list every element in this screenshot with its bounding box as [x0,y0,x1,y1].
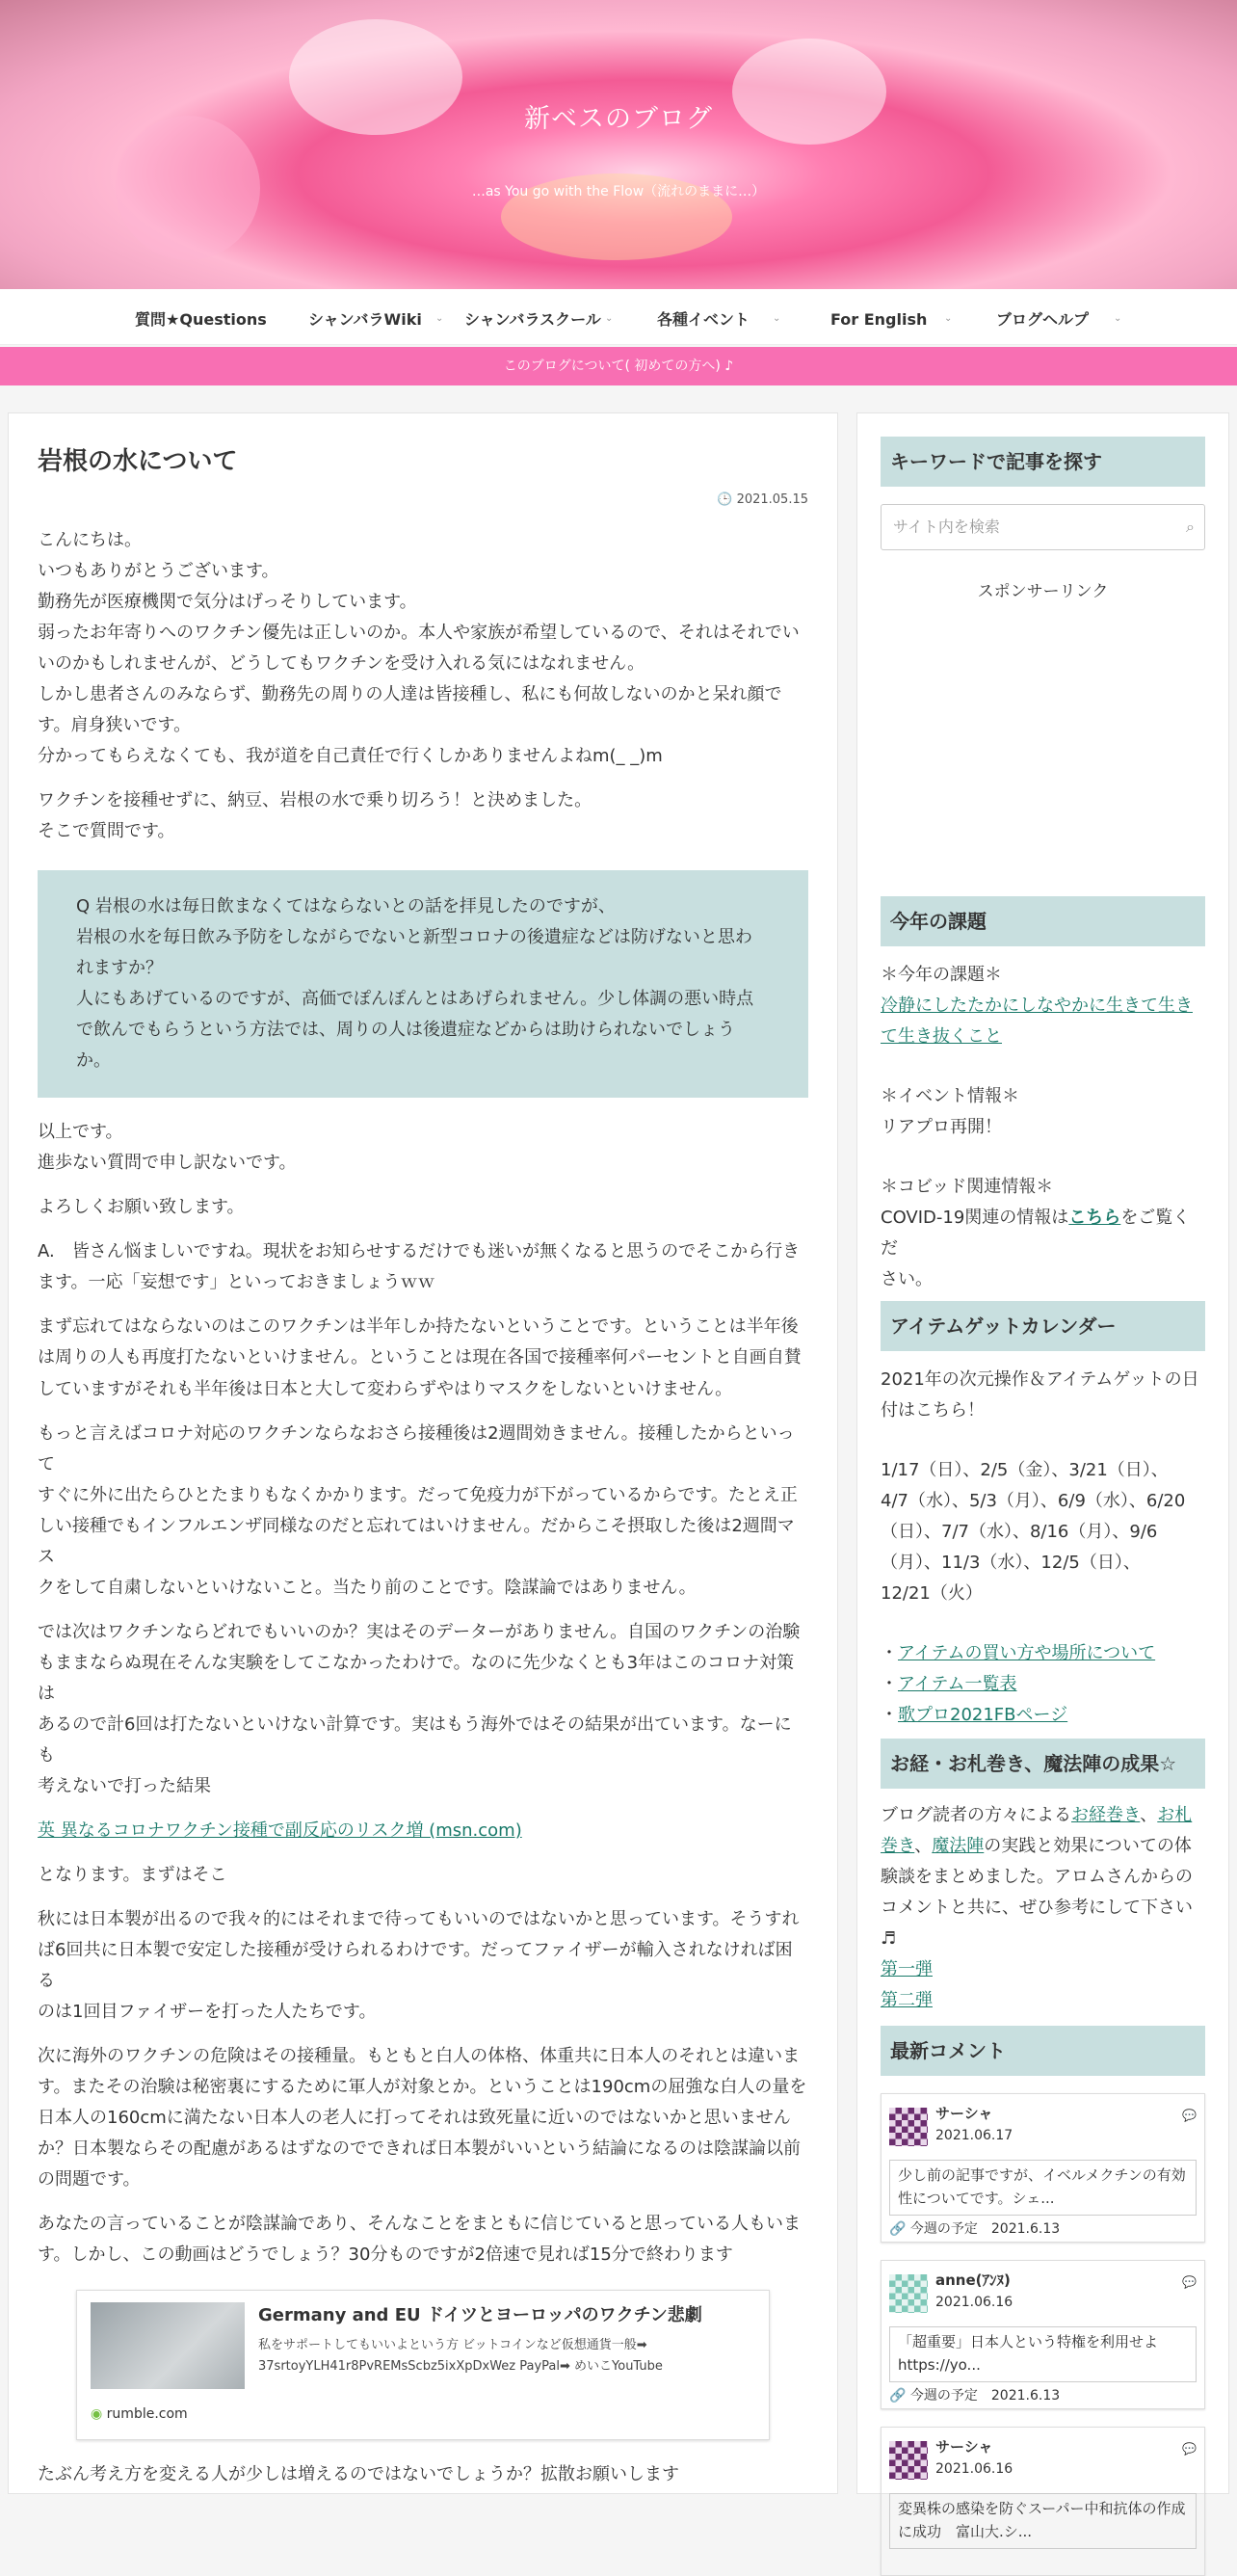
article-title: 岩根の水について [38,447,238,476]
widget-title: アイテムゲットカレンダー [881,1301,1205,1351]
task-link[interactable]: 冷静にしたたかにしなやかに生きて生きて生き抜くこと [881,995,1193,1047]
paragraph: A. 皆さん悩ましいですね。現状をお知らせするだけでも迷いが無くなると思うのでそこから行き ます。一応「妄想です」といっておきましょうｗｗ [38,1241,801,1293]
speech-bubble-icon: 💬 [1182,2109,1197,2123]
comment-date: 2021.06.16 [935,2295,1013,2311]
paragraph: 以上です。 進歩ない質問で申し訳ないです。 [38,1122,297,1174]
link-icon: 🔗 [889,2388,907,2404]
paragraph: では次はワクチンならどれでもいいのか？実はそのデーターがありません。自国のワクチンの治験 もままならぬ現在そんな実験をしてこなかったわけで。なのに先少なくとも3年はこのコロナ対策は あるので計6回は打たないといけない計算です。実はもう海外ではその結果が出ています。なーにも 考えないで打った結果 [38,1621,801,1796]
avatar [889,2274,928,2313]
comment-item[interactable] [881,2427,1205,2576]
paragraph: あなたの言っていることが陰謀論であり、そんなことをまともに信じていると思っている人もいま す。しかし、この動画はどうでしょう？30分ものですが2倍速で見れば15分で終わります [38,2214,801,2266]
global-nav [0,289,1237,345]
comment-text[interactable]: 少し前の記事ですが、イベルメクチンの有効性についてです。シェ... [889,2160,1197,2216]
embed-card[interactable] [76,2290,770,2440]
comment-date: 2021.06.17 [935,2128,1013,2144]
link-icon: 🔗 [889,2221,907,2238]
site-title[interactable]: 新ベスのブログ [524,104,713,134]
calendar-link[interactable]: 歌プロ2021FBページ [898,1705,1068,1726]
speech-bubble-icon: 💬 [1182,2442,1197,2456]
fuda-link[interactable]: 魔法陣 [932,1836,985,1857]
comment-author: サーシャ [935,2438,993,2456]
comment-text[interactable]: 変異株の感染を防ぐスーパー中和抗体の作成に成功 富山大.シ... [889,2493,1197,2549]
sponsor-label: スポンサーリンク [977,582,1109,601]
chevron-down-icon: ⌄ [435,313,444,324]
fuda-widget: ブログ読者の方々によるお経巻き、お札 巻き、魔法陣の実践と効果についての体 験談をまとめました。アロムさんからの コメントと共に、ぜひ参考にして下さい ♬ 第一弾 第二弾 [881,1805,1193,2011]
paragraph: こんにちは。 いつもありがとうございます。 勤務先が医療機関で気分はげっそりしています。 弱ったお年寄りへのワクチン優先は正しいのか。本人や家族が希望しているので、それはそれでい いのかもしれませんが、どうしてもワクチンを受け入れる気にはなれません。 しかし患者さんのみならず、勤務先の周りの人達は皆接種し、私にも何故しないのかと呆れ顔で す。肩身狭いです。 分かってもらえなくても、我が道を自己責任で行くしかありませんよねm(_ _)m [38,529,800,766]
calendar-widget: 2021年の次元操作＆アイテムゲットの日 付はこちら！ 1/17（日）、2/5（金）、3/21（日）、 4/7（水）、5/3（月）、6/9（水）、6/20 （日）、7/7（水）、8/16（月）、9/6 （月）、11/3（水）、12/5（日）、 12/21（火） ・アイテムの買い方や場所について ・アイテム一覧表 ・歌プロ2021FBページ [881,1368,1199,1726]
chevron-down-icon: ⌄ [944,313,953,324]
widget-title: お経・お札巻き、魔法陣の成果☆ [881,1739,1205,1789]
comment-date: 2021.06.16 [935,2461,1013,2478]
covid-link[interactable]: こちら [1068,1207,1121,1228]
paragraph: よろしくお願い致します。 [38,1197,245,1218]
paragraph: 秋には日本製が出るので我々的にはそれまで待ってもいいのではないかと思っています。そうすれ ば6回共に日本製で安定した接種が受けられるわけです。だってファイザーが輸入されなければ困る のは1回目ファイザーを打った人たちです。 [38,1908,800,2023]
chevron-down-icon: ⌄ [773,313,781,324]
rumble-icon: ◉ [91,2406,103,2423]
sidebar [856,412,1229,2540]
card-title[interactable]: Germany and EU ドイツとヨーロッパのワクチン悲劇 [258,2305,702,2326]
post-date: 🕒 2021.05.15 [717,492,808,508]
nav-item-english[interactable]: For English [830,310,928,329]
avatar [889,2441,928,2480]
card-description: 私をサポートしてもいいよという方 ビットコインなど仮想通貨一般➡ 37srtoyYLH41r8PvREMsScbz5ixXpDxWez PayPal➡ めいこYouTube [258,2338,663,2375]
paragraph [38,1816,808,1846]
speech-bubble-icon: 💬 [1182,2275,1197,2290]
comment-text[interactable]: 「超重要」日本人という特権を利用せよ https://yo... [889,2326,1197,2382]
chevron-down-icon: ⌄ [1114,313,1122,324]
article [8,412,838,2494]
widget-title: 今年の課題 [881,896,1205,946]
avatar [889,2108,928,2146]
widget-title: キーワードで記事を探す [881,437,1205,487]
paragraph: ワクチンを接種せずに、納豆、岩根の水で乗り切ろう！と決めました。 そこで質問です。 [38,790,592,842]
nav-item-school[interactable]: シャンバラスクール [464,310,601,329]
search-input[interactable]: サイト内を検索 ⌕ [881,504,1205,550]
fuda-link[interactable]: 巻き [881,1836,915,1857]
comment-author: サーシャ [935,2105,993,2123]
fuda-link[interactable]: 第二弾 [881,1990,933,2011]
notice-bar[interactable]: このブログについて( 初めての方へ) ♪ [0,347,1237,385]
calendar-link[interactable]: アイテム一覧表 [898,1674,1017,1695]
site-subtitle: …as You go with the Flow（流れのままに…） [471,184,766,199]
widget-title: 最新コメント [881,2026,1205,2076]
comment-item[interactable] [881,2260,1205,2409]
nav-item-wiki[interactable]: シャンバラWiki [308,310,422,329]
chevron-down-icon: ⌄ [605,313,614,324]
paragraph: 次に海外のワクチンの危険はその接種量。もともと白人の体格、体重共に日本人のそれとは違いま す。またその治験は秘密裏にするために軍人が対象とか。ということは190cmの屈強な白人の量を 日本人の160cmに満たない日本人の老人に打ってそれは致死量に近いのではないかと思いません か？日本製ならその配慮があるはずなのでできれば日本製がいいという結論になるのは陰謀論以前 の問題です。 [38,2046,807,2191]
video-thumbnail[interactable] [91,2302,245,2389]
nav-item-questions[interactable]: 質問★Questions [135,310,267,329]
paragraph: まず忘れてはならないのはこのワクチンは半年しか持たないということです。ということは半年後 は周りの人も再度打たないといけません。ということは現在各国で接種率何パーセントと自画自賛 していますがそれも半年後は日本と大して変わらずやはりマスクをしないといけません。 [38,1316,802,1399]
fuda-link[interactable]: お経巻き [1071,1805,1141,1826]
comment-author: anne(ｱﾝﾇ) [935,2271,1011,2290]
card-site: ◉ rumble.com [91,2406,188,2423]
comment-post-link[interactable]: 🔗 今週の予定 2021.6.13 [889,2388,1061,2404]
paragraph: もっと言えばコロナ対応のワクチンならなおさら接種後は2週間効きません。接種したからといって すぐに外に出たらひとたまりもなくかかります。だって免疫力が下がっているからです。たとえ正 しい接種でもインフルエンザ同様なのだと忘れてはいけません。だからこそ摂取した後は2週間マス クをして自粛しないといけないこと。当たり前のことです。陰謀論ではありません。 [38,1422,798,1598]
comment-item[interactable] [881,2093,1205,2243]
site-header [0,0,1237,289]
search-icon[interactable]: ⌕ [1186,518,1195,536]
comment-post-link[interactable]: 🔗 今週の予定 2021.6.13 [889,2221,1061,2238]
msn-article-link[interactable]: 英 異なるコロナワクチン接種で副反応のリスク増 (msn.com) [38,1819,522,1841]
paragraph: たぶん考え方を変える人が少しは増えるのではないでしょうか？拡散お願いします [38,2464,679,2485]
task-widget: ＊今年の課題＊ 冷静にしたたかにしなやかに生きて生きて生き抜くこと ＊イベント情報＊ リアプロ再開！ ＊コビッド関連情報＊ COVID-19関連の情報はこちらをご覧くだ さい。 [881,964,1193,1289]
paragraph: となります。まずはそこ [38,1864,227,1885]
fuda-link[interactable]: お札 [1157,1805,1193,1826]
ad-space [881,607,1205,896]
clock-icon: 🕒 [717,492,733,508]
fuda-link[interactable]: 第一弾 [881,1959,933,1980]
question-box: Q 岩根の水は毎日飲まなくてはならないとの話を拝見したのですが、 岩根の水を毎日飲み予防をしながらでないと新型コロナの後遺症などは防げないと思わ れますか？ 人にもあげているのですが、高価でぽんぽんとはあげられません。少し体調の悪い時点 で飲んでもらうという方法では、周りの人は後遺症などからは助けられないでしょう か。 [38,870,808,1098]
nav-item-events[interactable]: 各種イベント [657,310,750,329]
calendar-link[interactable]: アイテムの買い方や場所について [898,1643,1156,1664]
nav-item-help[interactable]: ブログヘルプ [996,310,1090,329]
